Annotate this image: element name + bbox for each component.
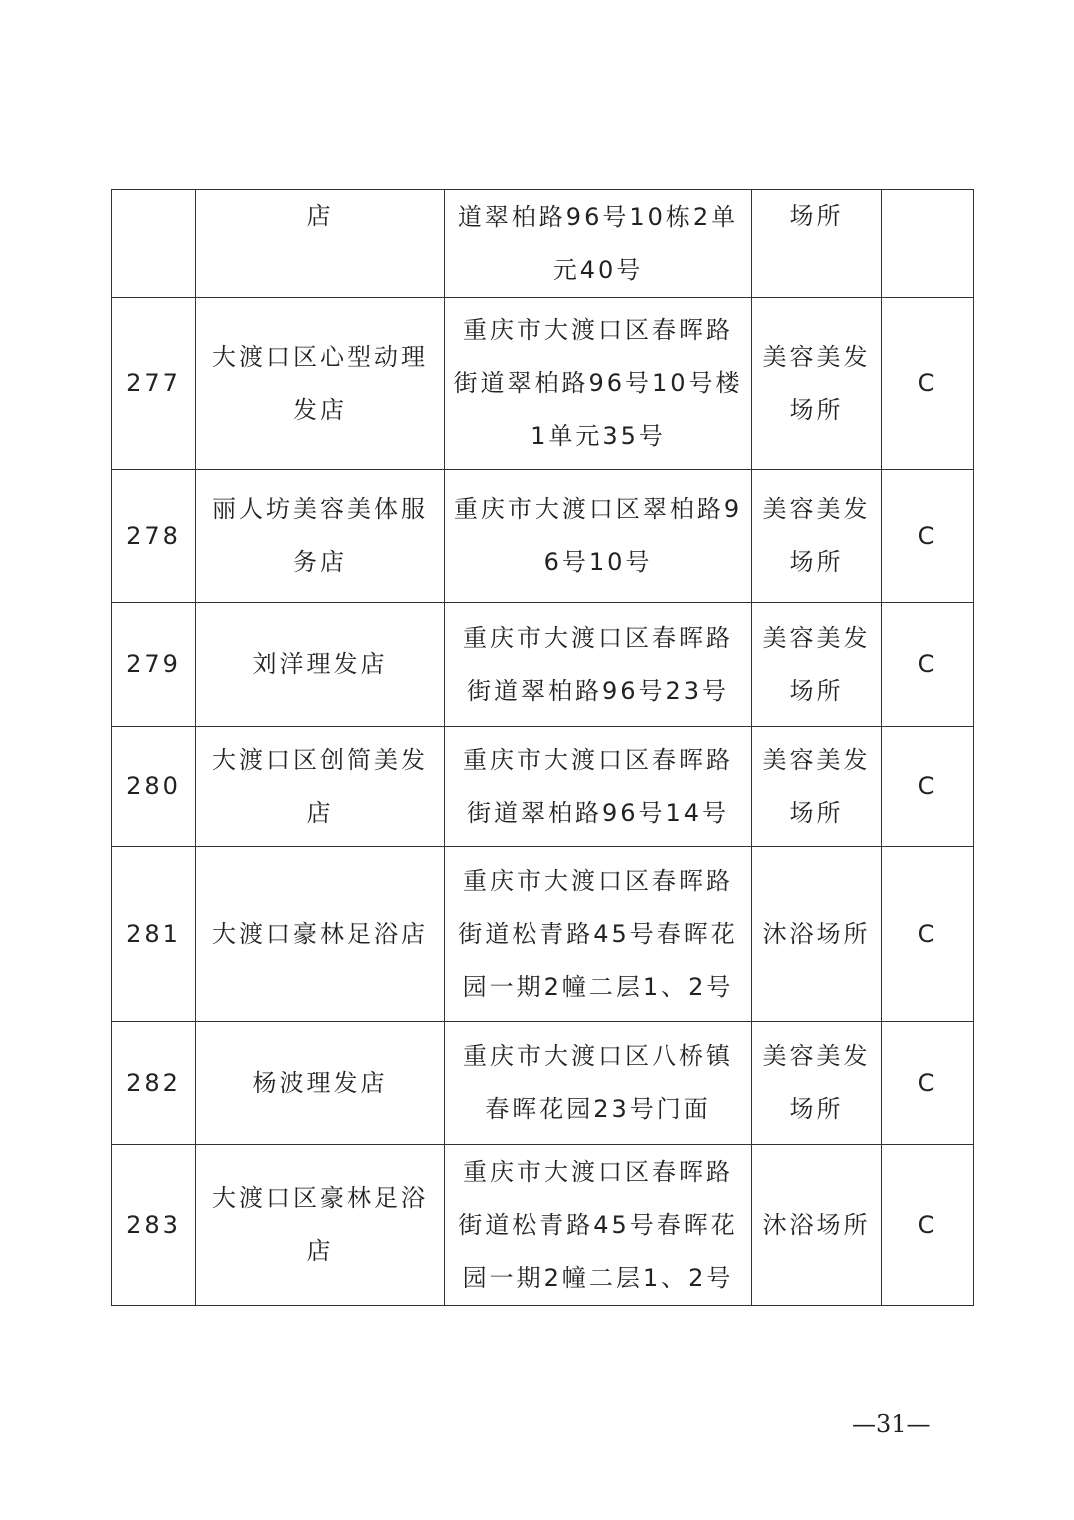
table-row: [112, 603, 974, 727]
cell-number: 282: [112, 1022, 196, 1145]
table-row: [112, 190, 974, 298]
cell-grade: C: [882, 1145, 974, 1306]
cell-grade: [882, 190, 974, 298]
cell-address: 道翠柏路96号10栋2单元40号: [445, 190, 752, 298]
cell-category: 美容美发场所: [752, 470, 882, 603]
page-number: —31—: [852, 1410, 931, 1438]
table-row: [112, 470, 974, 603]
cell-category: 美容美发场所: [752, 603, 882, 727]
cell-name: 丽人坊美容美体服务店: [196, 470, 445, 603]
cell-number: 281: [112, 847, 196, 1022]
table-row: [112, 727, 974, 847]
cell-category: 场所: [752, 190, 882, 298]
table-row: [112, 1145, 974, 1306]
establishment-table: [111, 189, 974, 1306]
table-row: [112, 298, 974, 470]
cell-grade: C: [882, 727, 974, 847]
cell-address: 重庆市大渡口区春晖路街道翠柏路96号23号: [445, 603, 752, 727]
cell-name: 店: [196, 190, 445, 298]
cell-number: 277: [112, 298, 196, 470]
cell-number: [112, 190, 196, 298]
cell-grade: C: [882, 603, 974, 727]
cell-grade: C: [882, 1022, 974, 1145]
cell-category: 美容美发场所: [752, 727, 882, 847]
cell-category: 美容美发场所: [752, 298, 882, 470]
cell-address: 重庆市大渡口区春晖路街道翠柏路96号14号: [445, 727, 752, 847]
cell-grade: C: [882, 298, 974, 470]
cell-name: 大渡口区心型动理发店: [196, 298, 445, 470]
cell-address: 重庆市大渡口区八桥镇春晖花园23号门面: [445, 1022, 752, 1145]
cell-category: 沐浴场所: [752, 1145, 882, 1306]
cell-number: 279: [112, 603, 196, 727]
cell-grade: C: [882, 470, 974, 603]
cell-name: 刘洋理发店: [196, 603, 445, 727]
cell-category: 沐浴场所: [752, 847, 882, 1022]
cell-address: 重庆市大渡口区翠柏路96号10号: [445, 470, 752, 603]
cell-address: 重庆市大渡口区春晖路街道松青路45号春晖花园一期2幢二层1、2号: [445, 1145, 752, 1306]
cell-address: 重庆市大渡口区春晖路街道翠柏路96号10号楼1单元35号: [445, 298, 752, 470]
cell-grade: C: [882, 847, 974, 1022]
cell-name: 大渡口区创简美发店: [196, 727, 445, 847]
cell-number: 283: [112, 1145, 196, 1306]
cell-category: 美容美发场所: [752, 1022, 882, 1145]
table-row: [112, 847, 974, 1022]
cell-name: 杨波理发店: [196, 1022, 445, 1145]
cell-address: 重庆市大渡口区春晖路街道松青路45号春晖花园一期2幢二层1、2号: [445, 847, 752, 1022]
cell-name: 大渡口豪林足浴店: [196, 847, 445, 1022]
cell-number: 280: [112, 727, 196, 847]
table-body: [112, 190, 974, 1306]
cell-name: 大渡口区豪林足浴店: [196, 1145, 445, 1306]
table-row: [112, 1022, 974, 1145]
cell-number: 278: [112, 470, 196, 603]
